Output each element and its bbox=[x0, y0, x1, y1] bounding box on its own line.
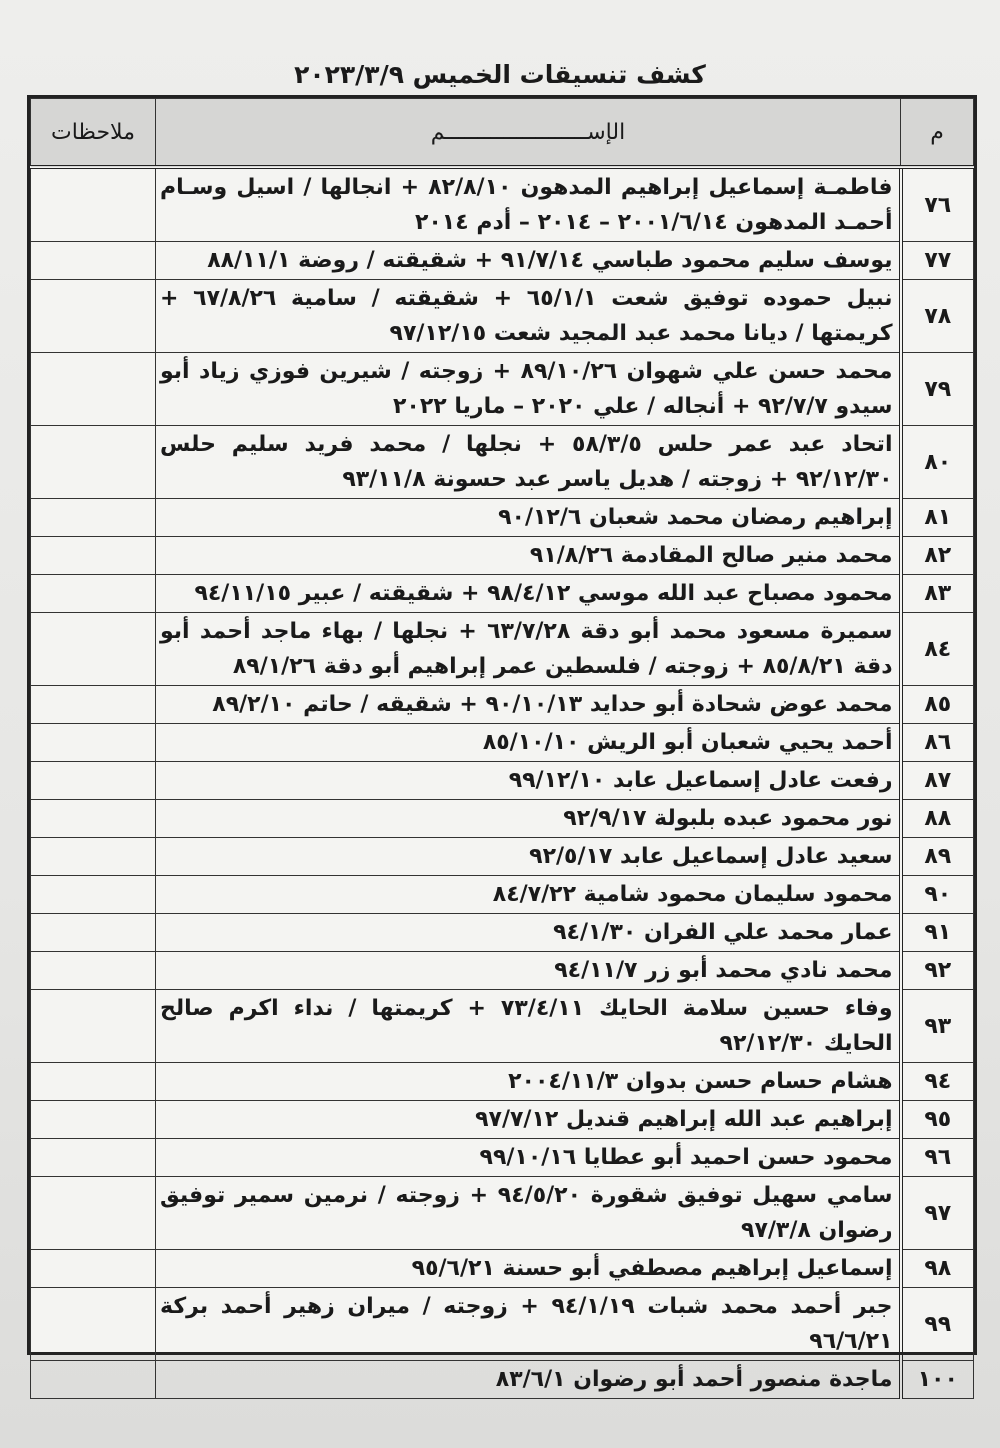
row-notes bbox=[31, 426, 156, 499]
row-notes bbox=[31, 575, 156, 613]
row-name: نبيل حموده توفيق شعت ٦٥/١/١ + شقيقته / سامية ٦٧/٨/٢٦ + كريمتها / ديانا محمد عبد المجيد شعت ٩٧/١٢/١٥ bbox=[156, 280, 901, 353]
table-row bbox=[31, 800, 974, 838]
row-name: إبراهيم رمضان محمد شعبان ٩٠/١٢/٦ bbox=[156, 499, 901, 537]
row-notes bbox=[31, 800, 156, 838]
row-name: هشام حسام حسن بدوان ٢٠٠٤/١١/٣ bbox=[156, 1063, 901, 1101]
header-number: م bbox=[901, 99, 974, 168]
row-notes bbox=[31, 990, 156, 1063]
row-number: ٨٣ bbox=[901, 575, 974, 613]
row-name: محمود حسن احميد أبو عطايا ٩٩/١٠/١٦ bbox=[156, 1139, 901, 1177]
row-number: ٨٨ bbox=[901, 800, 974, 838]
row-name: سامي سهيل توفيق شقورة ٩٤/٥/٢٠ + زوجته / نرمين سمير توفيق رضوان ٩٧/٣/٨ bbox=[156, 1177, 901, 1250]
row-name: محمد عوض شحادة أبو حدايد ٩٠/١٠/١٣ + شقيقه / حاتم ٨٩/٢/١٠ bbox=[156, 686, 901, 724]
row-number: ٨٧ bbox=[901, 762, 974, 800]
page-title: كشف تنسيقات الخميس ٢٠٢٣/٣/٩ bbox=[294, 60, 706, 89]
row-number: ٨١ bbox=[901, 499, 974, 537]
row-notes bbox=[31, 1288, 156, 1361]
table-row bbox=[31, 1177, 974, 1250]
row-name: وفاء حسين سلامة الحايك ٧٣/٤/١١ + كريمتها / نداء اكرم صالح الحايك ٩٢/١٢/٣٠ bbox=[156, 990, 901, 1063]
row-number: ٨٢ bbox=[901, 537, 974, 575]
table-row bbox=[31, 914, 974, 952]
row-notes bbox=[31, 1361, 156, 1399]
row-number: ٧٨ bbox=[901, 280, 974, 353]
row-number: ٨٦ bbox=[901, 724, 974, 762]
header-notes: ملاحظات bbox=[31, 99, 156, 168]
row-number: ٨٠ bbox=[901, 426, 974, 499]
table-row bbox=[31, 242, 974, 280]
table-row bbox=[31, 1063, 974, 1101]
table-row bbox=[31, 1288, 974, 1361]
names-table bbox=[30, 98, 974, 1399]
table-row bbox=[31, 1139, 974, 1177]
row-notes bbox=[31, 613, 156, 686]
row-name: ماجدة منصور أحمد أبو رضوان ٨٣/٦/١ bbox=[156, 1361, 901, 1399]
row-number: ١٠٠ bbox=[901, 1361, 974, 1399]
row-notes bbox=[31, 876, 156, 914]
row-notes bbox=[31, 242, 156, 280]
row-number: ٩٣ bbox=[901, 990, 974, 1063]
row-name: إبراهيم عبد الله إبراهيم قنديل ٩٧/٧/١٢ bbox=[156, 1101, 901, 1139]
row-name: رفعت عادل إسماعيل عابد ٩٩/١٢/١٠ bbox=[156, 762, 901, 800]
row-number: ٩٢ bbox=[901, 952, 974, 990]
row-notes bbox=[31, 914, 156, 952]
row-number: ٩٩ bbox=[901, 1288, 974, 1361]
table-row bbox=[31, 876, 974, 914]
table-row bbox=[31, 613, 974, 686]
row-name: جبر أحمد محمد شبات ٩٤/١/١٩ + زوجته / ميران زهير أحمد بركة ٩٦/٦/٢١ bbox=[156, 1288, 901, 1361]
row-notes bbox=[31, 280, 156, 353]
table-row bbox=[31, 499, 974, 537]
row-name: محمد نادي محمد أبو زر ٩٤/١١/٧ bbox=[156, 952, 901, 990]
table-row bbox=[31, 537, 974, 575]
row-notes bbox=[31, 952, 156, 990]
table-row bbox=[31, 686, 974, 724]
table-row bbox=[31, 426, 974, 499]
table-header-row bbox=[31, 99, 974, 168]
row-name: فاطمـة إسماعيل إبراهيم المدهون ٨٢/٨/١٠ + انجالها / اسيل وسـام أحمـد المدهون ٢٠٠١/٦/١٤ – ٢٠١٤ – أدم ٢٠١٤ bbox=[156, 167, 901, 242]
row-notes bbox=[31, 1177, 156, 1250]
row-notes bbox=[31, 1101, 156, 1139]
row-number: ٧٧ bbox=[901, 242, 974, 280]
row-number: ٩٨ bbox=[901, 1250, 974, 1288]
table-row bbox=[31, 575, 974, 613]
row-name: يوسف سليم محمود طباسي ٩١/٧/١٤ + شقيقته / روضة ٨٨/١١/١ bbox=[156, 242, 901, 280]
row-name: نور محمود عبده بلبولة ٩٢/٩/١٧ bbox=[156, 800, 901, 838]
table-row bbox=[31, 724, 974, 762]
row-notes bbox=[31, 537, 156, 575]
row-name: محمد حسن علي شهوان ٨٩/١٠/٢٦ + زوجته / شيرين فوزي زياد أبو سيدو ٩٢/٧/٧ + أنجاله / علي ٢٠٢٠ – ماريا ٢٠٢٢ bbox=[156, 353, 901, 426]
row-name: محمود مصباح عبد الله موسي ٩٨/٤/١٢ + شقيقته / عبير ٩٤/١١/١٥ bbox=[156, 575, 901, 613]
table-row bbox=[31, 353, 974, 426]
row-notes bbox=[31, 1250, 156, 1288]
row-name: عمار محمد علي الفران ٩٤/١/٣٠ bbox=[156, 914, 901, 952]
row-number: ٨٤ bbox=[901, 613, 974, 686]
row-number: ٩١ bbox=[901, 914, 974, 952]
row-number: ٩٥ bbox=[901, 1101, 974, 1139]
table-row bbox=[31, 990, 974, 1063]
row-notes bbox=[31, 762, 156, 800]
row-name: سميرة مسعود محمد أبو دقة ٦٣/٧/٢٨ + نجلها / بهاء ماجد أحمد أبو دقة ٨٥/٨/٢١ + زوجته / فلسطين عمر إبراهيم أبو دقة ٨٩/١/٢٦ bbox=[156, 613, 901, 686]
row-notes bbox=[31, 167, 156, 242]
table-row bbox=[31, 1361, 974, 1399]
row-number: ٧٦ bbox=[901, 167, 974, 242]
row-name: إسماعيل إبراهيم مصطفي أبو حسنة ٩٥/٦/٢١ bbox=[156, 1250, 901, 1288]
table-row bbox=[31, 167, 974, 242]
header-name: الإســــــــــــــــــــــم bbox=[156, 99, 901, 168]
table-row bbox=[31, 838, 974, 876]
row-name: محمد منير صالح المقادمة ٩١/٨/٢٦ bbox=[156, 537, 901, 575]
row-notes bbox=[31, 1139, 156, 1177]
table-row bbox=[31, 280, 974, 353]
row-name: اتحاد عبد عمر حلس ٥٨/٣/٥ + نجلها / محمد فريد سليم حلس ٩٢/١٢/٣٠ + زوجته / هديل ياسر عبد حسونة ٩٣/١١/٨ bbox=[156, 426, 901, 499]
table-row bbox=[31, 1101, 974, 1139]
table-row bbox=[31, 1250, 974, 1288]
row-number: ٩٤ bbox=[901, 1063, 974, 1101]
names-table-frame bbox=[27, 95, 977, 1392]
row-number: ٩٦ bbox=[901, 1139, 974, 1177]
table-row bbox=[31, 952, 974, 990]
row-name: أحمد يحيي شعبان أبو الريش ٨٥/١٠/١٠ bbox=[156, 724, 901, 762]
row-notes bbox=[31, 686, 156, 724]
row-number: ٩٧ bbox=[901, 1177, 974, 1250]
row-notes bbox=[31, 838, 156, 876]
row-notes bbox=[31, 1063, 156, 1101]
table-row bbox=[31, 762, 974, 800]
row-notes bbox=[31, 724, 156, 762]
row-name: سعيد عادل إسماعيل عابد ٩٢/٥/١٧ bbox=[156, 838, 901, 876]
row-number: ٨٥ bbox=[901, 686, 974, 724]
row-number: ٨٩ bbox=[901, 838, 974, 876]
row-notes bbox=[31, 353, 156, 426]
row-number: ٩٠ bbox=[901, 876, 974, 914]
row-notes bbox=[31, 499, 156, 537]
row-number: ٧٩ bbox=[901, 353, 974, 426]
row-name: محمود سليمان محمود شامية ٨٤/٧/٢٢ bbox=[156, 876, 901, 914]
